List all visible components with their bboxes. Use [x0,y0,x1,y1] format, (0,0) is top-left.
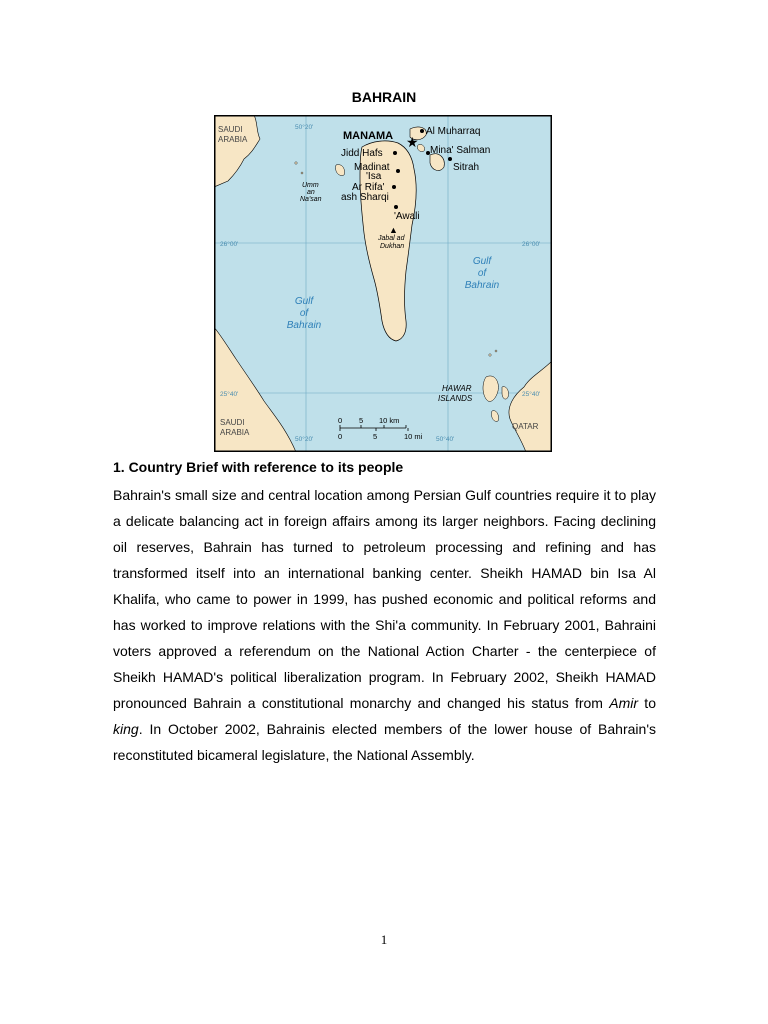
city-label-al-muharraq: Al Muharraq [426,126,481,137]
page-number: 1 [380,932,388,947]
city-label-isa: 'Isa [366,171,382,182]
scale-km-0: 0 [338,416,343,425]
grid-label-lon-bottom-left: 50°20' [295,436,314,443]
section-heading: 1. Country Brief with reference to its people [113,459,404,475]
capital-label: MANAMA [343,130,394,142]
scale-mi-10: 10 mi [404,432,423,441]
peak-triangle-icon: ▲ [389,225,398,235]
country-label-saudi-bottom-2: ARABIA [220,428,250,437]
grid-label-lat-left-26: 26°00' [220,241,239,248]
country-label-saudi-bottom-1: SAUDI [220,418,245,427]
scale-km-5: 5 [359,416,364,425]
peak-label-line1: Jabal ad [378,235,405,242]
island-label-umm: Umm [302,182,319,189]
islet [301,172,303,174]
island-label-nasan: Na'san [300,196,322,203]
city-label-sitrah: Sitrah [453,162,480,173]
scale-mi-0: 0 [338,432,343,441]
gulf-west-line1: Gulf [294,296,314,307]
hawar-label-line1: HAWAR [442,384,472,393]
city-label-jidd-hafs: Jidd Hafs [341,148,383,159]
paragraph-part-3: . In October 2002, Bahrainis elected members of the lower house of Bahrain's reconstituted bicameral legislature, the National Assembly. [113,721,656,763]
capital-star-icon: ★ [406,134,419,150]
grid-label-lon-bottom-right: 50°40' [436,436,455,443]
country-label-qatar: QATAR [512,422,539,431]
island-label-an: an [307,189,315,196]
city-label-awali: 'Awali [394,211,420,222]
body-paragraph [113,482,656,768]
paragraph-part-2: to [638,695,656,711]
islet [495,350,497,352]
islet [489,354,491,356]
scale-km-10: 10 km [379,416,400,425]
hawar-label-line2: ISLANDS [438,394,473,403]
country-label-saudi-top-1: SAUDI [218,125,243,134]
paragraph-part-1: Bahrain's small size and central location among Persian Gulf countries require it to play a delicate balancing act in foreign affairs among its larger neighbors. Facing declining oil reserves, Bahrain has turned to petroleum processing and refining and has transformed itself into an international banking center. Sheikh HAMAD bin Isa Al Khalifa, who came to power in 1999, has pushed economic and political reforms and has worked to improve relations with the Shi'a community. In February 2001, Bahraini voters approved a referendum on the National Action Charter - the centerpiece of Sheikh HAMAD's political liberalization program. In February 2002, Sheikh HAMAD pronounced Bahrain a constitutional monarchy and changed his status from [113,487,656,711]
peak-label-line2: Dukhan [380,243,405,250]
grid-label-lon-top: 50°20' [295,124,314,131]
gulf-east-line1: Gulf [472,256,492,267]
gulf-west-line3: Bahrain [286,320,322,331]
paragraph-emphasis-king: king [113,721,139,737]
scale-mi-5: 5 [373,432,378,441]
gulf-east-line3: Bahrain [464,280,500,291]
grid-label-lat-left-2540: 25°40' [220,391,239,398]
gulf-west-line2: of [299,308,309,319]
document-title: BAHRAIN [351,89,417,105]
bahrain-map [214,115,552,452]
grid-label-lat-right-26: 26°00' [522,241,541,248]
paragraph-emphasis-amir: Amir [609,695,639,711]
grid-label-lat-right-2540: 25°40' [522,391,541,398]
city-label-ar-rifa: Ar Rifa' [352,182,385,193]
islet [295,162,297,164]
city-label-ash-sharqi: ash Sharqi [341,192,389,203]
city-label-madinat: Madinat [354,162,390,173]
city-label-mina-salman: Mina' Salman [430,145,491,156]
country-label-saudi-top-2: ARABIA [218,135,248,144]
gulf-east-line2: of [477,268,487,279]
